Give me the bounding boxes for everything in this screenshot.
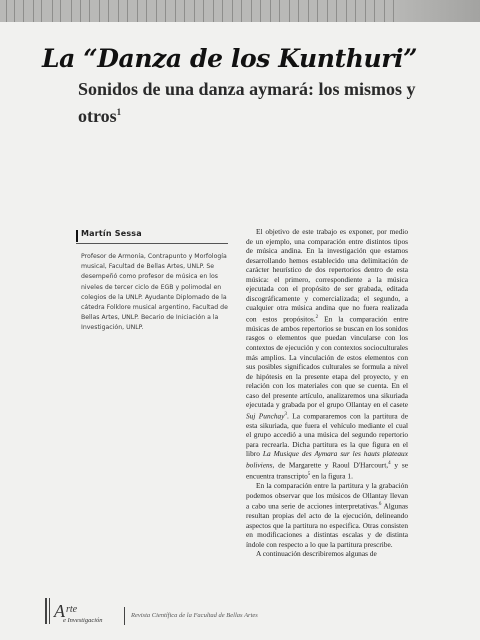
body-paragraph-3 xyxy=(246,549,408,559)
article-subtitle xyxy=(78,78,418,128)
body-text: Algunas resultan propias del acto de la ejecución, delineando aspectos que la partitura no especifica. Otras consisten en modificaciones a distintas escalas y de distinta índole con respecto a lo que la partitura prescribe. xyxy=(246,501,408,549)
body-text: , de Margarette y Raoul D'Harcourt, xyxy=(272,460,389,470)
journal-logo xyxy=(54,601,124,627)
logo-subword: e Investigación xyxy=(63,617,103,624)
body-text: en la figura 1. xyxy=(310,471,353,481)
footer-divider xyxy=(124,607,125,625)
article-title: La “Danza de los Kunthuri” xyxy=(42,44,418,73)
body-text: El objetivo de este trabajo es exponer, por medio de un ejemplo, una comparación entre distintos tipos de música andina. En la investigación que estamos desarrollando hemos establecido una delimitación de carácter heurístico de dos repertorios dentro de esta música: el primero, correspondiente a la música ejecutada con el propósito de ser grabada, editada discográficamente y comercializada; el segundo, a cualquier otra música andina que no fuera realizada con estos propósitos. xyxy=(246,227,408,324)
cassette-title: Suj Punchay xyxy=(246,411,285,421)
body-text: En la comparación entre la partitura y la grabación podemos observar que los músicos de Ollantay llevan a cabo una serie de acciones interpretativas. xyxy=(246,480,408,511)
body-text: A continuación describiremos algunas de xyxy=(256,549,377,559)
subtitle-footnote-marker: 1 xyxy=(116,107,122,117)
body-paragraph-2 xyxy=(246,481,408,549)
body-paragraph-1 xyxy=(246,227,408,481)
author-marker-bar xyxy=(76,230,78,242)
subtitle-text: Sonidos de una danza aymará: los mismos y otros xyxy=(78,79,416,126)
footer-logo-bar xyxy=(45,598,47,624)
body-text: y se encuentra transcripto xyxy=(246,460,408,481)
book-title: La Musique des Aymara sur les hauts plateaux boliviens xyxy=(246,449,408,470)
article-body xyxy=(246,227,408,591)
author-divider xyxy=(76,243,228,244)
footnote-marker: 2 xyxy=(315,314,319,320)
author-name: Martín Sessa xyxy=(81,229,142,238)
journal-footer-text: Revista Científica de la Facultad de Bellas Artes xyxy=(131,612,258,619)
footnote-marker: 6 xyxy=(378,502,382,508)
footnote-marker: 4 xyxy=(388,461,391,466)
logo-letter: A xyxy=(54,601,65,621)
footnote-marker: 5 xyxy=(307,471,311,477)
logo-word: rte xyxy=(66,604,78,615)
body-text: En la comparación entre músicas de ambos repertorios se buscan en los sonidos rasgos o elementos que puedan vincularse con los contextos de ejecución y con contextos socioculturales más amplios. La vinculación de estos elementos con sus posibles significados culturales se formula a nivel de hipótesis en la presente etapa del proyecto, y en relación con los materiales con que se cuenta. En el caso del presente artículo, analizaremos una sikuriada ejecutada y grabada por el grupo Ollantay en el casete xyxy=(246,314,408,410)
scan-top-band xyxy=(0,0,480,22)
author-bio: Profesor de Armonía, Contrapunto y Morfología musical, Facultad de Bellas Artes, UNLP. Se desempeñó como profesor de música en los niveles de tercer ciclo de EGB y polimodal en colegios de la UNLP. Ayudante Diplomado de la cátedra Folklore musical argentino, Facultad de Bellas Artes, UNLP. Becario de Iniciación a la Investigación, UNLP. xyxy=(81,253,228,332)
footnote-marker: 3 xyxy=(284,411,287,417)
footer-logo-bar-thin xyxy=(49,598,50,624)
body-text: . La compararemos con la partitura de esta sikuriada, que fuera el vehículo mediante el cual el grupo accedió a una música del segundo repertorio para recrearla. Dicha partitura es la que figura en el libro xyxy=(246,411,408,459)
